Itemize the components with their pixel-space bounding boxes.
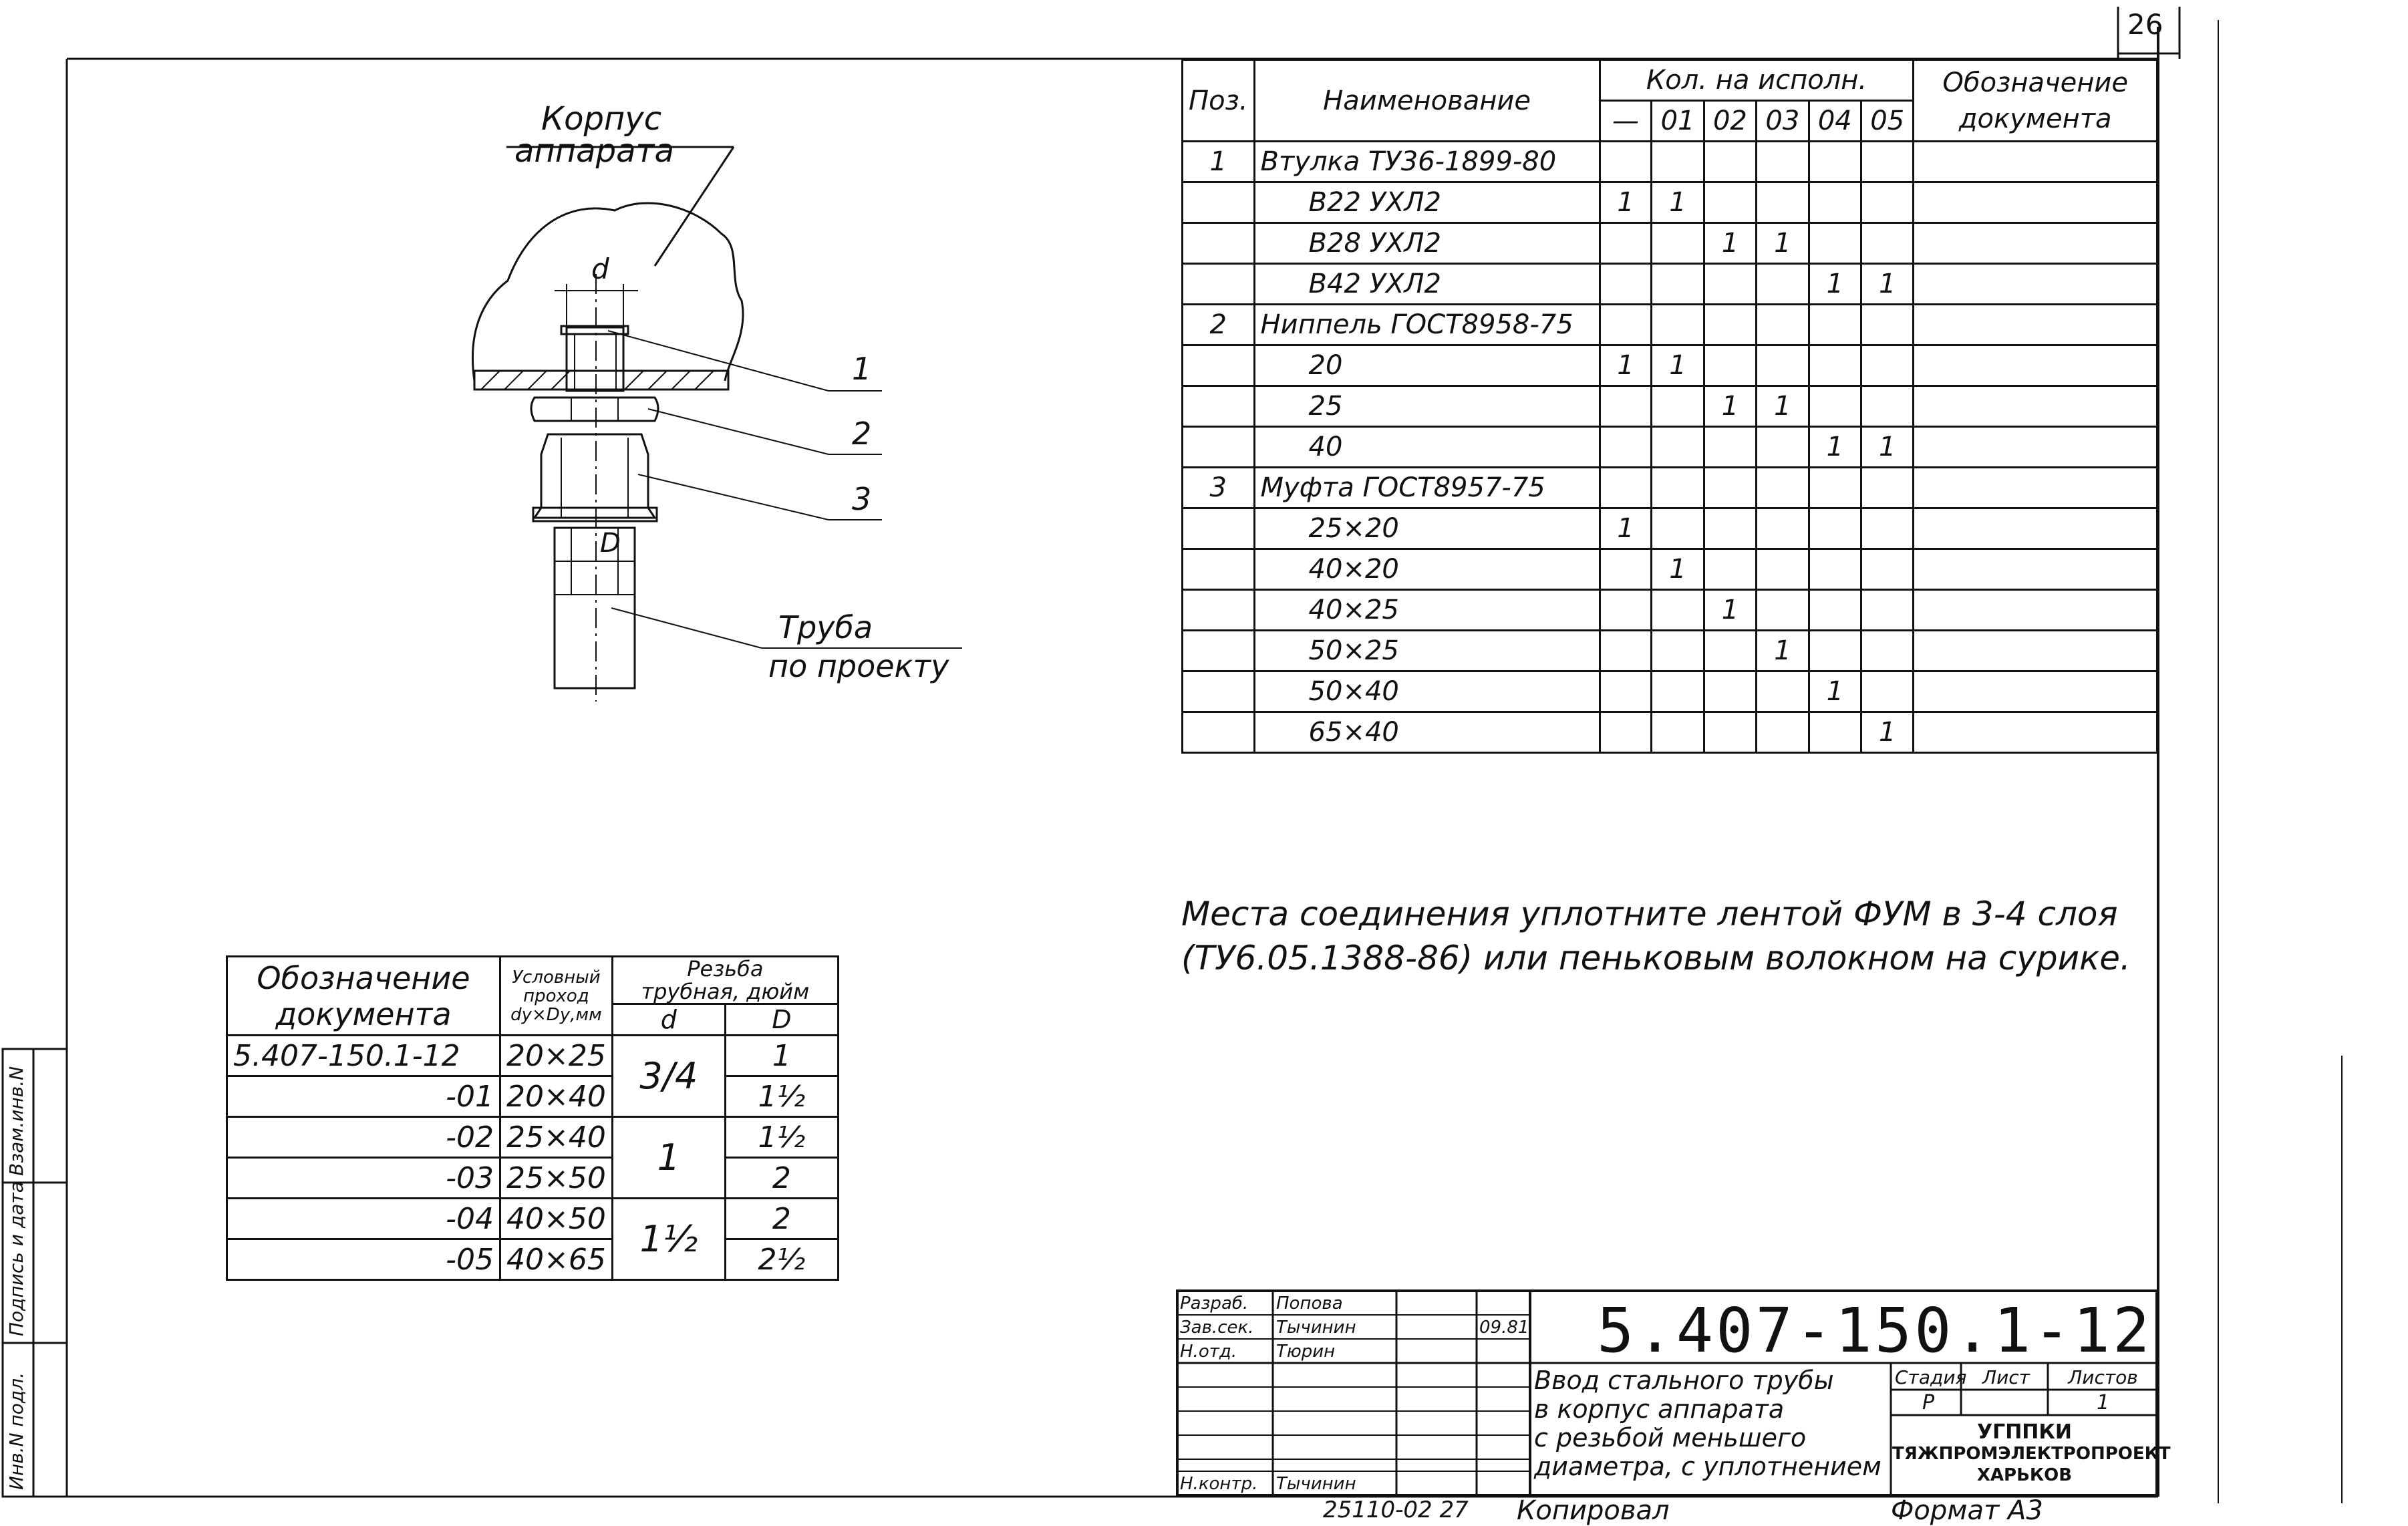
spec-doc-cell [1914, 631, 2157, 671]
spec-row [1183, 305, 2157, 345]
spec-qty-cell [1600, 712, 1652, 753]
role-role: Н.отд. [1180, 1342, 1237, 1362]
spec-qty-cell: 1 [1652, 345, 1704, 386]
role-role: Зав.сек. [1180, 1318, 1254, 1338]
stage-value: Р [1922, 1391, 1935, 1414]
spec-qty-cell: 1 [1861, 712, 1914, 753]
spec-name: В22 УХЛ2 [1254, 182, 1600, 223]
dim-doc: -02 [227, 1117, 500, 1158]
dim-dn: 25×50 [500, 1158, 613, 1199]
spec-name: 50×40 [1254, 671, 1600, 712]
header-name: Наименование [1254, 60, 1600, 142]
spec-doc-cell [1914, 508, 2157, 549]
spec-qty-cell [1757, 590, 1809, 631]
spec-qty-cell [1861, 223, 1914, 264]
spec-doc-cell [1914, 305, 2157, 345]
sheet-header: Лист [1982, 1366, 2030, 1388]
spec-qty-cell: 1 [1861, 264, 1914, 305]
dim-header-doc: Обозначение документа [227, 957, 500, 1036]
spec-qty-cell [1809, 508, 1861, 549]
spec-qty-cell [1809, 223, 1861, 264]
footer-left: 25110-02 27 [1323, 1497, 1469, 1523]
spec-pos [1183, 631, 1255, 671]
spec-qty-cell [1600, 305, 1652, 345]
spec-qty-cell: 1 [1704, 590, 1756, 631]
spec-row [1183, 264, 2157, 305]
note-line-2: (ТУ6.05.1388-86) или пеньковым волокном на сурике. [1181, 939, 2131, 977]
spec-pos [1183, 508, 1255, 549]
spec-qty-cell [1600, 631, 1652, 671]
variant-header-4: 04 [1809, 101, 1861, 142]
spec-qty-cell [1600, 264, 1652, 305]
spec-qty-cell: 1 [1600, 345, 1652, 386]
spec-qty-cell [1757, 264, 1809, 305]
spec-name: В42 УХЛ2 [1254, 264, 1600, 305]
spec-row [1183, 671, 2157, 712]
spec-qty-cell [1652, 386, 1704, 427]
stage-header: Стадия [1895, 1366, 1967, 1388]
spec-row [1183, 590, 2157, 631]
spec-row [1183, 142, 2157, 182]
spec-qty-cell [1652, 305, 1704, 345]
margin-stamp-replace: Взам.инв.N [5, 1066, 27, 1176]
spec-qty-cell [1652, 508, 1704, 549]
spec-qty-cell [1809, 549, 1861, 590]
dim-header-dn: Условный проход dу×Dу,мм [500, 957, 613, 1036]
spec-row [1183, 386, 2157, 427]
assembly-note [1181, 892, 2131, 980]
spec-qty-cell [1757, 549, 1809, 590]
spec-qty-cell: 1 [1600, 508, 1652, 549]
dim-doc: -04 [227, 1199, 500, 1239]
spec-qty-cell [1652, 427, 1704, 468]
spec-qty-cell [1600, 427, 1652, 468]
pipe-label-line2: по проекту [768, 648, 949, 684]
role-row [1177, 1315, 1529, 1339]
spec-row [1183, 508, 2157, 549]
spec-qty-cell [1861, 182, 1914, 223]
role-date: 09.81 [1479, 1318, 1529, 1338]
spec-name: 20 [1254, 345, 1600, 386]
d-dimension-label: d [591, 253, 609, 285]
dim-doc: -03 [227, 1158, 500, 1199]
housing-wall [474, 371, 728, 390]
dim-row [227, 1158, 839, 1199]
dim-doc: -05 [227, 1239, 500, 1280]
spec-pos [1183, 590, 1255, 631]
dim-doc: 5.407-150.1-12 [227, 1036, 500, 1076]
spec-qty-cell [1809, 631, 1861, 671]
spec-pos: 1 [1183, 142, 1255, 182]
dim-D: 1½ [725, 1117, 838, 1158]
dim-row [227, 1036, 839, 1076]
dimension-table [226, 955, 839, 1281]
spec-name: 50×25 [1254, 631, 1600, 671]
dim-dn: 20×40 [500, 1076, 613, 1117]
spec-qty-cell [1861, 631, 1914, 671]
dim-D: 2 [725, 1199, 838, 1239]
spec-doc-cell [1914, 549, 2157, 590]
spec-qty-cell [1652, 223, 1704, 264]
document-code: 5.407-150.1-12 [1597, 1295, 2153, 1366]
spec-qty-cell [1861, 386, 1914, 427]
spec-qty-cell [1600, 386, 1652, 427]
spec-qty-cell [1704, 549, 1756, 590]
callout-1: 1 [852, 351, 872, 387]
spec-qty-cell [1861, 142, 1914, 182]
spec-qty-cell: 1 [1704, 223, 1756, 264]
spec-pos [1183, 386, 1255, 427]
spec-qty-cell [1704, 305, 1756, 345]
role-row-bottom [1177, 1473, 1529, 1495]
bottom-role-role: Н.контр. [1180, 1474, 1258, 1494]
dim-row [227, 1239, 839, 1280]
pipe-label-line1: Труба [778, 609, 873, 645]
spec-qty-cell [1861, 345, 1914, 386]
spec-qty-cell [1809, 386, 1861, 427]
callout-3: 3 [852, 481, 872, 517]
spec-qty-cell [1652, 590, 1704, 631]
spec-qty-cell [1652, 142, 1704, 182]
spec-doc-cell [1914, 427, 2157, 468]
spec-qty-cell [1809, 305, 1861, 345]
spec-qty-cell: 1 [1809, 264, 1861, 305]
spec-qty-cell [1600, 590, 1652, 631]
variant-header-5: 05 [1861, 101, 1914, 142]
spec-pos [1183, 427, 1255, 468]
dim-D: 1½ [725, 1076, 838, 1117]
spec-name: Ниппель ГОСТ8958-75 [1254, 305, 1600, 345]
coupling [535, 434, 655, 518]
dim-row [227, 1117, 839, 1158]
role-role: Разраб. [1180, 1293, 1249, 1314]
spec-pos [1183, 712, 1255, 753]
specification-table [1181, 59, 2158, 754]
variant-header-0: — [1600, 101, 1652, 142]
pipe [555, 528, 635, 688]
spec-qty-cell [1809, 345, 1861, 386]
spec-qty-cell [1652, 631, 1704, 671]
role-row [1177, 1291, 1529, 1315]
spec-qty-cell [1861, 508, 1914, 549]
spec-row [1183, 549, 2157, 590]
variant-header-3: 03 [1757, 101, 1809, 142]
spec-qty-cell [1757, 305, 1809, 345]
spec-qty-cell [1704, 631, 1756, 671]
spec-row [1183, 427, 2157, 468]
spec-pos: 3 [1183, 468, 1255, 508]
header-pos: Поз. [1183, 60, 1255, 142]
header-qty: Кол. на исполн. [1600, 60, 1914, 101]
spec-qty-cell [1652, 468, 1704, 508]
spec-name: 40 [1254, 427, 1600, 468]
bottom-role-name: Тычинин [1276, 1474, 1356, 1494]
footer-copied: Копировал [1517, 1495, 1670, 1526]
dim-D: 2 [725, 1158, 838, 1199]
spec-row [1183, 345, 2157, 386]
dim-D: 1 [725, 1036, 838, 1076]
spec-pos [1183, 264, 1255, 305]
spec-qty-cell [1652, 671, 1704, 712]
dim-d: 1 [612, 1117, 725, 1199]
nipple-hex [531, 398, 658, 421]
spec-qty-cell [1809, 468, 1861, 508]
dim-row [227, 1199, 839, 1239]
spec-doc-cell [1914, 712, 2157, 753]
spec-qty-cell [1809, 712, 1861, 753]
spec-qty-cell [1704, 468, 1756, 508]
dim-d: 3/4 [612, 1036, 725, 1117]
spec-pos [1183, 182, 1255, 223]
spec-qty-cell: 1 [1704, 386, 1756, 427]
spec-qty-cell [1861, 468, 1914, 508]
spec-qty-cell [1600, 549, 1652, 590]
housing-label-line1: Корпус [541, 100, 662, 138]
spec-row [1183, 223, 2157, 264]
housing-label-line2: аппарата [514, 132, 674, 170]
dim-doc: -01 [227, 1076, 500, 1117]
assembly-drawing [454, 100, 989, 702]
spec-doc-cell [1914, 264, 2157, 305]
role-row [1177, 1339, 1529, 1363]
spec-qty-cell [1809, 142, 1861, 182]
spec-qty-cell [1600, 142, 1652, 182]
role-name: Попова [1276, 1293, 1343, 1314]
spec-name: Втулка ТУ36-1899-80 [1254, 142, 1600, 182]
footer-format: Формат А3 [1891, 1495, 2043, 1526]
spec-doc-cell [1914, 182, 2157, 223]
spec-row [1183, 712, 2157, 753]
dim-row [227, 1076, 839, 1117]
note-line-1: Места соединения уплотните лентой ФУМ в 3-4 слоя [1181, 895, 2118, 933]
spec-qty-cell [1757, 182, 1809, 223]
spec-qty-cell: 1 [1757, 631, 1809, 671]
spec-doc-cell [1914, 671, 2157, 712]
sheet-number: 26 [2127, 8, 2163, 41]
spec-doc-cell [1914, 345, 2157, 386]
dim-dn: 40×50 [500, 1199, 613, 1239]
spec-doc-cell [1914, 142, 2157, 182]
dim-D: 2½ [725, 1239, 838, 1280]
spec-qty-cell [1757, 712, 1809, 753]
spec-name: 25 [1254, 386, 1600, 427]
spec-doc-cell [1914, 386, 2157, 427]
sheets-header: Листов [2068, 1366, 2138, 1388]
callout-2-leader [648, 409, 829, 454]
spec-qty-cell: 1 [1861, 427, 1914, 468]
title-block-roles [1177, 1291, 1529, 1494]
spec-name: 40×20 [1254, 549, 1600, 590]
spec-qty-cell [1652, 264, 1704, 305]
spec-qty-cell: 1 [1652, 549, 1704, 590]
spec-qty-cell [1861, 549, 1914, 590]
spec-pos [1183, 549, 1255, 590]
spec-qty-cell [1861, 671, 1914, 712]
spec-qty-cell [1809, 590, 1861, 631]
spec-pos [1183, 671, 1255, 712]
organization: УГППКИ ТЯЖПРОМЭЛЕКТРОПРОЕКТ ХАРЬКОВ [1892, 1420, 2171, 1485]
spec-name: В28 УХЛ2 [1254, 223, 1600, 264]
spec-qty-cell: 1 [1757, 223, 1809, 264]
wall-hatching [481, 371, 714, 390]
dim-dn: 25×40 [500, 1117, 613, 1158]
spec-qty-cell: 1 [1652, 182, 1704, 223]
variant-header-1: 01 [1652, 101, 1704, 142]
dim-dn: 20×25 [500, 1036, 613, 1076]
dim-d: 1½ [612, 1199, 725, 1280]
role-name: Тычинин [1276, 1318, 1356, 1338]
spec-qty-cell [1861, 305, 1914, 345]
spec-qty-cell [1809, 182, 1861, 223]
callout-3-leader [638, 474, 829, 520]
dim-header-thread: Резьба трубная, дюйм [612, 957, 838, 1004]
callout-2: 2 [852, 416, 872, 452]
spec-pos: 2 [1183, 305, 1255, 345]
header-doc: Обозначение документа [1914, 60, 2157, 142]
spec-row [1183, 468, 2157, 508]
D-dimension-label: D [600, 528, 621, 559]
document-title: Ввод стального трубы в корпус аппарата с резьбой меньшего диаметра, с уплотнением [1534, 1366, 1882, 1481]
spec-qty-cell: 1 [1600, 182, 1652, 223]
spec-pos [1183, 345, 1255, 386]
spec-qty-cell [1600, 468, 1652, 508]
spec-qty-cell [1757, 508, 1809, 549]
callout-1-leader [608, 331, 829, 391]
spec-qty-cell [1704, 345, 1756, 386]
dim-header-d: d [612, 1004, 725, 1036]
housing-outline [472, 203, 743, 381]
spec-row [1183, 631, 2157, 671]
spec-qty-cell [1861, 590, 1914, 631]
spec-qty-cell [1704, 182, 1756, 223]
spec-qty-cell [1704, 427, 1756, 468]
spec-qty-cell [1757, 142, 1809, 182]
spec-qty-cell [1600, 671, 1652, 712]
margin-stamp-sign: Подпись и дата [5, 1181, 27, 1336]
spec-doc-cell [1914, 223, 2157, 264]
spec-name: 25×20 [1254, 508, 1600, 549]
spec-qty-cell [1757, 671, 1809, 712]
spec-qty-cell [1757, 427, 1809, 468]
spec-qty-cell [1704, 671, 1756, 712]
spec-qty-cell: 1 [1809, 427, 1861, 468]
spec-qty-cell: 1 [1809, 671, 1861, 712]
spec-name: 40×25 [1254, 590, 1600, 631]
spec-qty-cell [1704, 508, 1756, 549]
spec-qty-cell [1704, 142, 1756, 182]
dim-dn: 40×65 [500, 1239, 613, 1280]
spec-qty-cell [1757, 345, 1809, 386]
spec-row [1183, 182, 2157, 223]
spec-name: 65×40 [1254, 712, 1600, 753]
spec-qty-cell [1652, 712, 1704, 753]
margin-stamp-inv: Инв.N подл. [5, 1372, 27, 1490]
dim-header-D: D [725, 1004, 838, 1036]
spec-qty-cell: 1 [1757, 386, 1809, 427]
spec-doc-cell [1914, 468, 2157, 508]
spec-qty-cell [1600, 223, 1652, 264]
sheets-value: 1 [2096, 1391, 2110, 1414]
spec-qty-cell [1757, 468, 1809, 508]
role-name: Тюрин [1276, 1342, 1336, 1362]
spec-qty-cell [1704, 264, 1756, 305]
spec-name: Муфта ГОСТ8957-75 [1254, 468, 1600, 508]
spec-doc-cell [1914, 590, 2157, 631]
variant-header-2: 02 [1704, 101, 1756, 142]
spec-pos [1183, 223, 1255, 264]
spec-qty-cell [1704, 712, 1756, 753]
